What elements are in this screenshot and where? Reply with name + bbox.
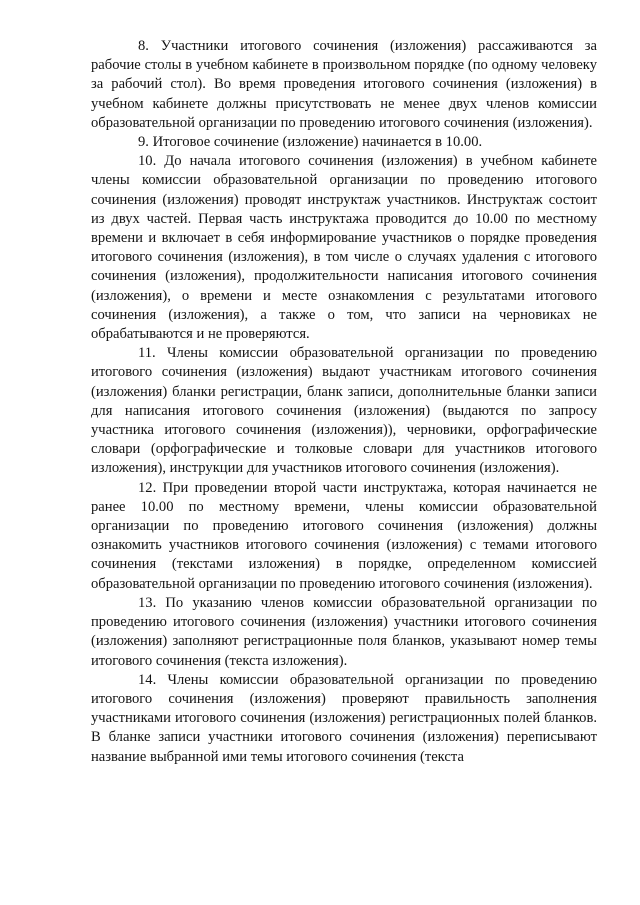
paragraph-9: 9. Итоговое сочинение (изложение) начинается в 10.00. [138, 134, 483, 151]
paragraph-8: 8. Участники итогового сочинения (изложения) рассаживаются за рабочие столы в учебном кабинете в произвольном порядке (по одному человеку за рабочий стол). Во время проведения итогового сочинения (изложения) в учебном кабинете должны присутствовать не менее двух членов комиссии образовательной организации по проведению итогового сочинения (изложения). [91, 38, 597, 131]
paragraph-11: 11. Члены комиссии образовательной организации по проведению итогового сочинения (изложения) выдают участникам итогового сочинения (изложения) бланки регистрации, бланк записи, дополнительные бланки записи для написания итогового сочинения (изложения) (выдаются по запросу участника итогового сочинения (изложения)), черновики, орфографические словари (орфографические и толковые словари для участников итогового изложения), инструкции для участников итогового сочинения (изложения). [91, 345, 597, 477]
paragraph-12: 12. При проведении второй части инструктажа, которая начинается не ранее 10.00 по местному времени, члены комиссии образовательной организации по проведению итогового сочинения (изложения) должны ознакомить участников итогового сочинения (изложения) с темами итогового сочинения (текстами изложения) в порядке, определенном комиссией образовательной организации по проведению итогового сочинения (изложения). [91, 479, 597, 592]
paragraph-13: 13. По указанию членов комиссии образовательной организации по проведению итогового сочинения (изложения) участники итогового сочинения (изложения) заполняют регистрационные поля бланков, указывают номер темы итогового сочинения (текста изложения). [91, 594, 597, 669]
paragraph-14: 14. Члены комиссии образовательной организации по проведению итогового сочинения (изложения) проверяют правильность заполнения участниками итогового сочинения (изложения) регистрационных полей бланков. В бланке записи участники итогового сочинения (изложения) переписывают название выбранной ими темы итогового сочинения (текста [91, 671, 597, 765]
document-body [91, 37, 597, 767]
paragraph-10: 10. До начала итогового сочинения (изложения) в учебном кабинете члены комиссии образовательной организации по проведению итогового сочинения (изложения) проводят инструктаж участников. Инструктаж состоит из двух частей. Первая часть инструктажа проводится до 10.00 по местному времени и включает в себя информирование участников о порядке проведения итогового сочинения (изложения), в том числе о случаях удаления с итогового сочинения (изложения), продолжительности написания итогового сочинения (изложения), о времени и месте ознакомления с результатами итогового сочинения (изложения), а также о том, что записи на черновиках не обрабатываются и не проверяются. [91, 153, 597, 343]
